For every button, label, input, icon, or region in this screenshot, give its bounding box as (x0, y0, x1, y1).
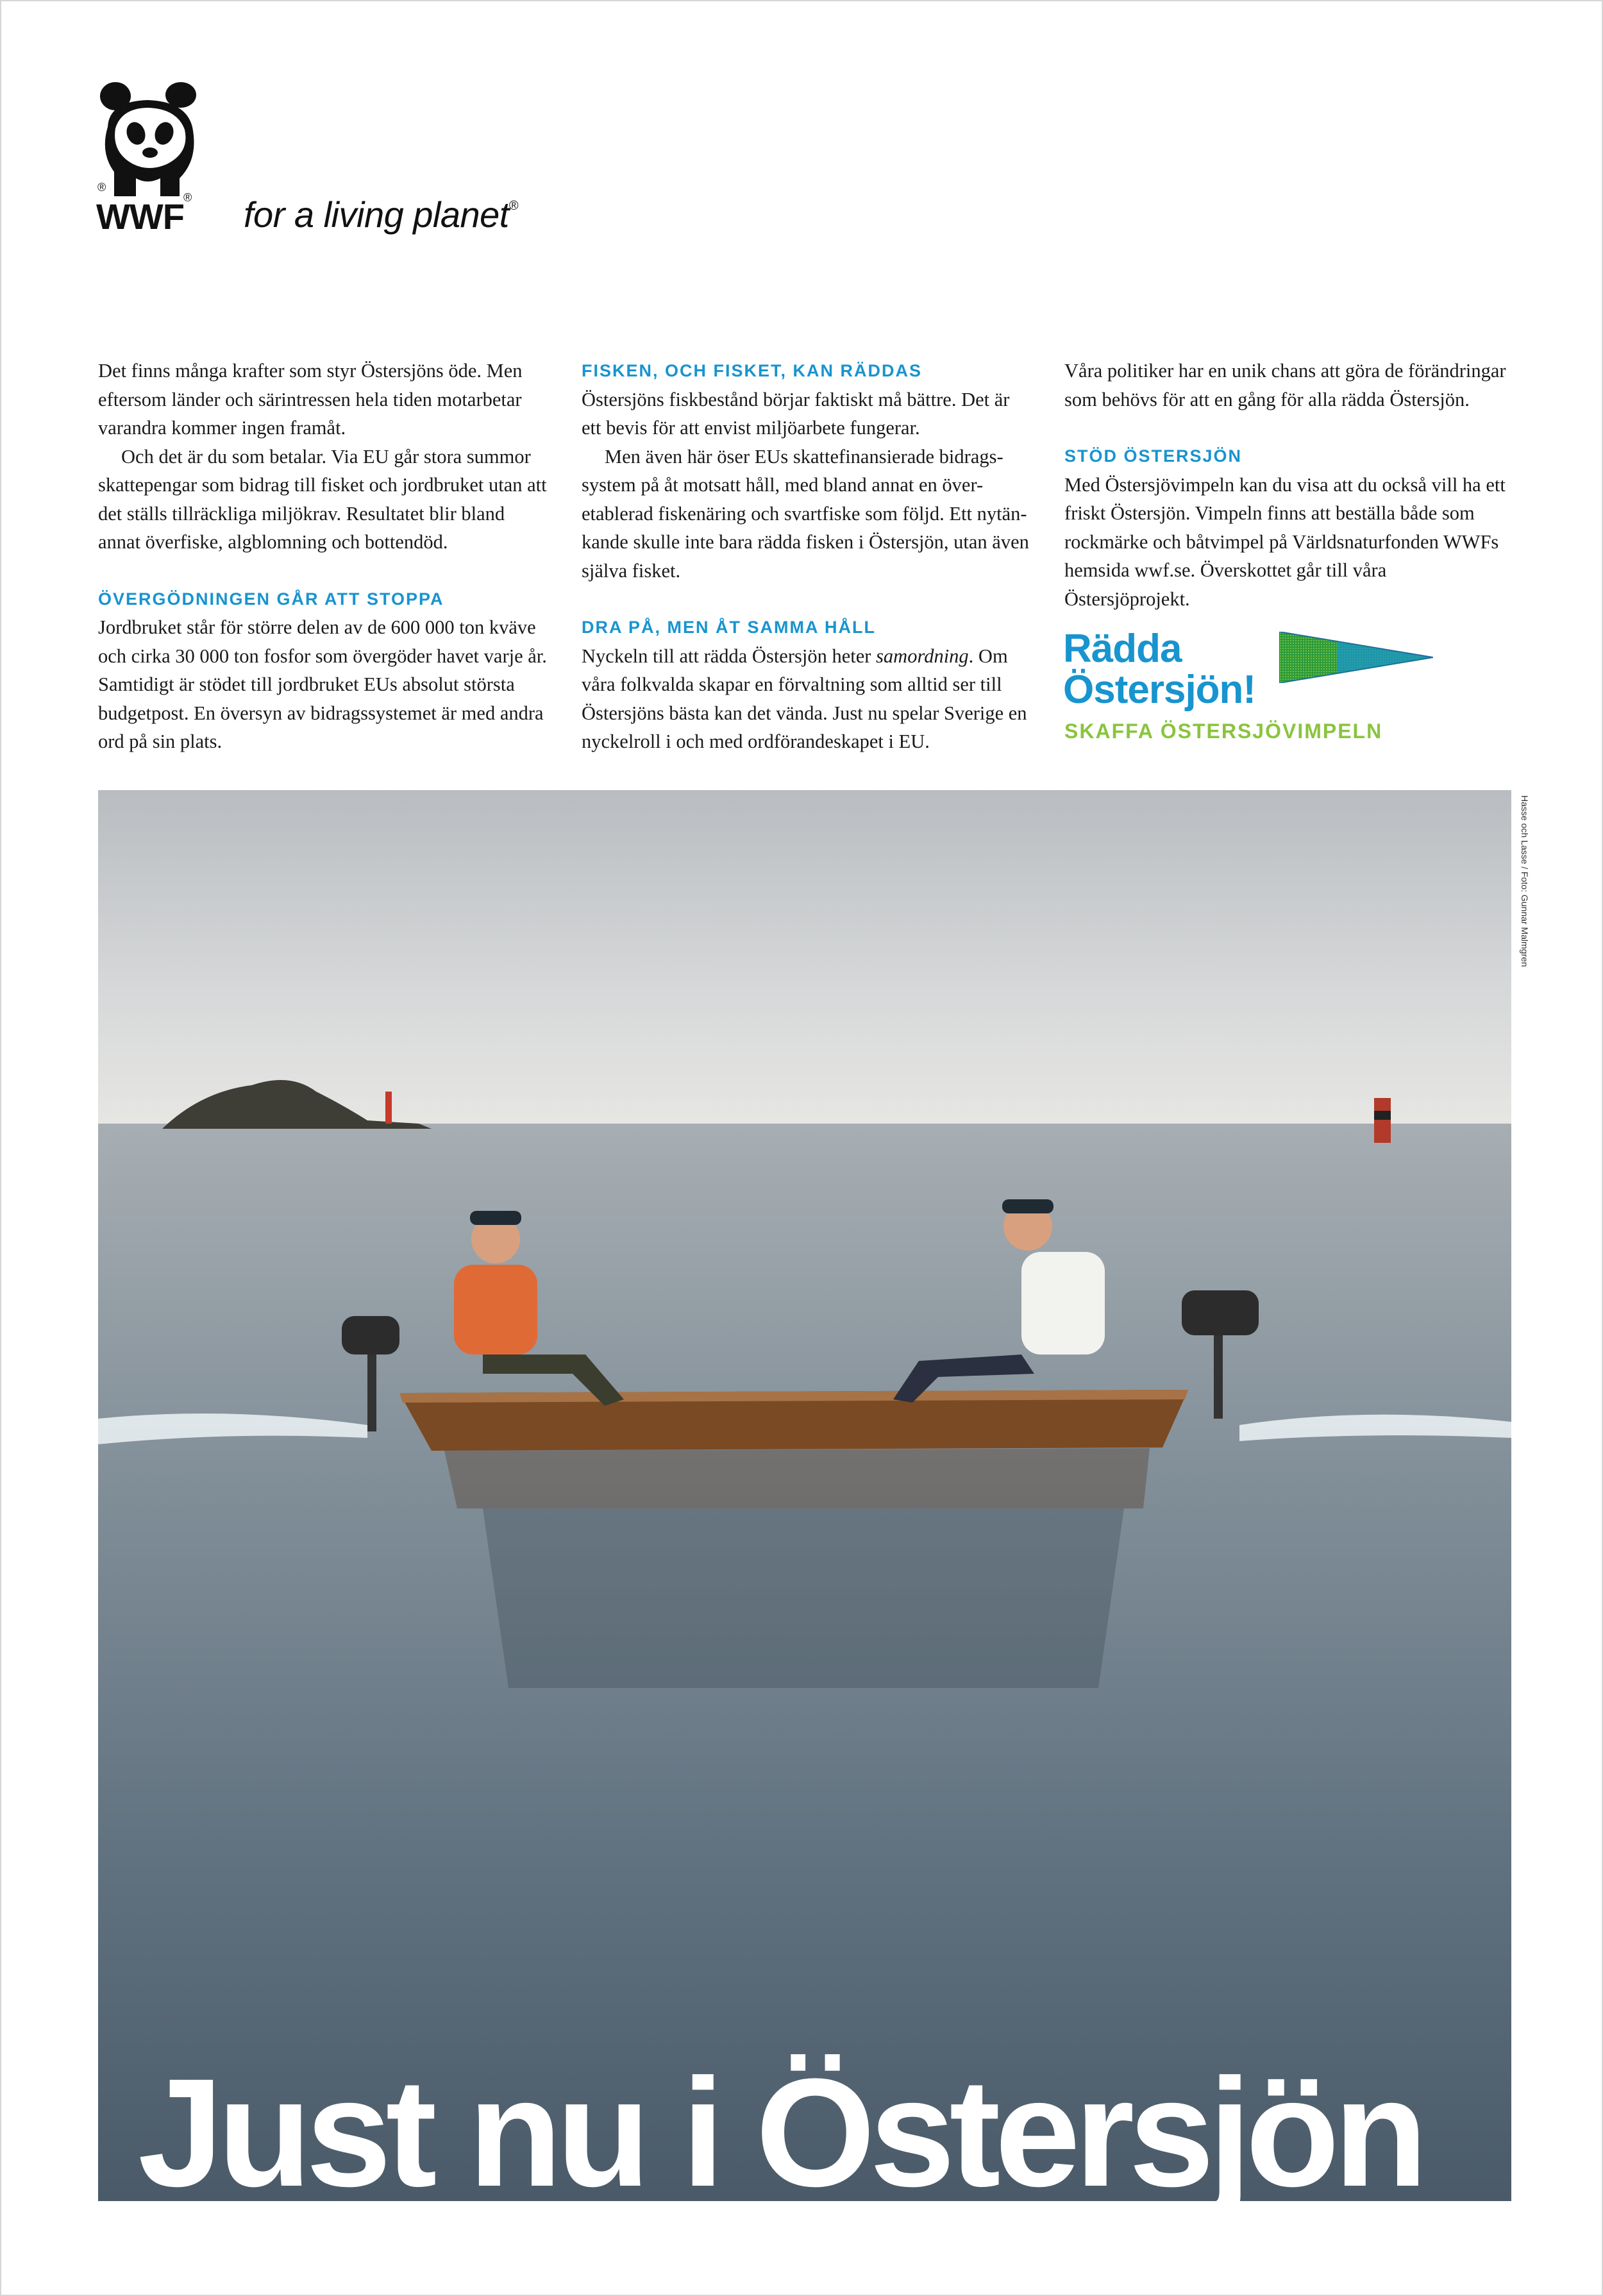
logo-registered-mark: ® (97, 181, 106, 194)
paragraph-vimpel: Med Östersjövimpeln kan du visa att du också vill ha ett friskt Östersjön. Vimpeln finns att beställa både som rockmärke och båtvimpel på Världsnaturfonden WWFs hemsida wwf.se. Överskottet går till våra Östersjöprojekt. (1064, 473, 1506, 610)
tagline-registered-mark: ® (508, 199, 519, 213)
intro-paragraph: Det finns många krafter som styr Östersjöns öde. Men eftersom länder och särintressen hela tiden motarbetar varandra kommer ingen framåt. (98, 360, 523, 439)
heading-stod-ostersjon: STÖD ÖSTERSJÖN (1064, 446, 1243, 466)
pennant-icon (1279, 632, 1433, 683)
paragraph-samordning (582, 642, 1034, 756)
campaign-title (1063, 629, 1255, 711)
heading-dra-pa: DRA PÅ, MEN ÅT SAMMA HÅLL (582, 618, 876, 637)
samordning-text-after: . Om våra folkvalda skapar en förvaltning som alltid ser till Östersjöns bästa kan det vända. Just nu spelar Sverige en nyckelroll i och med ordförandeskapet i EU. (582, 645, 1027, 752)
text-column-2 (582, 357, 1034, 756)
campaign-title-line1: Rädda (1063, 627, 1182, 671)
campaign-title-line2: Östersjön! (1063, 668, 1256, 712)
text-column-3 (1064, 357, 1516, 613)
paragraph-eu-subsidies: Och det är du som betalar. Via EU går stora summor skattepengar som bidrag till fisket och jordbruket utan att det ställs tillräckliga miljökrav. Resultatet blir bland annat överfiske, algblomning och bottendöd. (98, 445, 547, 553)
heading-overgodning: ÖVERGÖDNINGEN GÅR ATT STOPPA (98, 589, 444, 609)
wordmark-registered-mark: ® (183, 191, 192, 204)
text-column-1 (98, 357, 550, 756)
panda-icon (96, 82, 206, 198)
paragraph-bidragssystem: Men även här öser EUs skattefinansierade bidrags- system på åt motsatt håll, med bland annat en över- etablerad fiskenäring och svartfiske som följd. Ett nytän- kande skulle inte bara rädda fisken i Östersjön, utan även själva fisket. (582, 445, 1029, 582)
paragraph-jordbruket: Jordbruket står för större delen av de 600 000 ton kväve och cirka 30 000 ton fosfor som övergöder havet varje år. Samtidigt är stödet till jordbruket EUs absolut största budgetpost. En översyn av bidragssystemet är med andra ord på sin plats. (98, 616, 547, 752)
heading-fisken: FISKEN, OCH FISKET, KAN RÄDDAS (582, 361, 923, 380)
samordning-emphasis: samordning (876, 645, 969, 667)
wwf-wordmark: WWF (96, 196, 184, 237)
tagline-text: for a living planet (244, 194, 509, 235)
cta-skaffa-vimpeln[interactable]: SKAFFA ÖSTERSJÖVIMPELN (1064, 720, 1383, 743)
tagline (244, 194, 518, 235)
samordning-text-before: Nyckeln till att rädda Östersjön heter (582, 645, 877, 667)
paragraph-fiskbestand: Östersjöns fiskbestånd börjar faktiskt må bättre. Det är ett bevis för att envist miljöarbete fungerar. (582, 388, 1010, 439)
paragraph-politiker: Våra politiker har en unik chans att göra de förändringar som behövs för att en gång för alla rädda Östersjön. (1064, 360, 1506, 410)
photo-credit: Hasse och Lasse / Foto: Gunnar Malmgren (1520, 795, 1530, 967)
hero-photo (98, 790, 1511, 2201)
headline: Just nu i Östersjön (138, 2047, 1422, 2218)
